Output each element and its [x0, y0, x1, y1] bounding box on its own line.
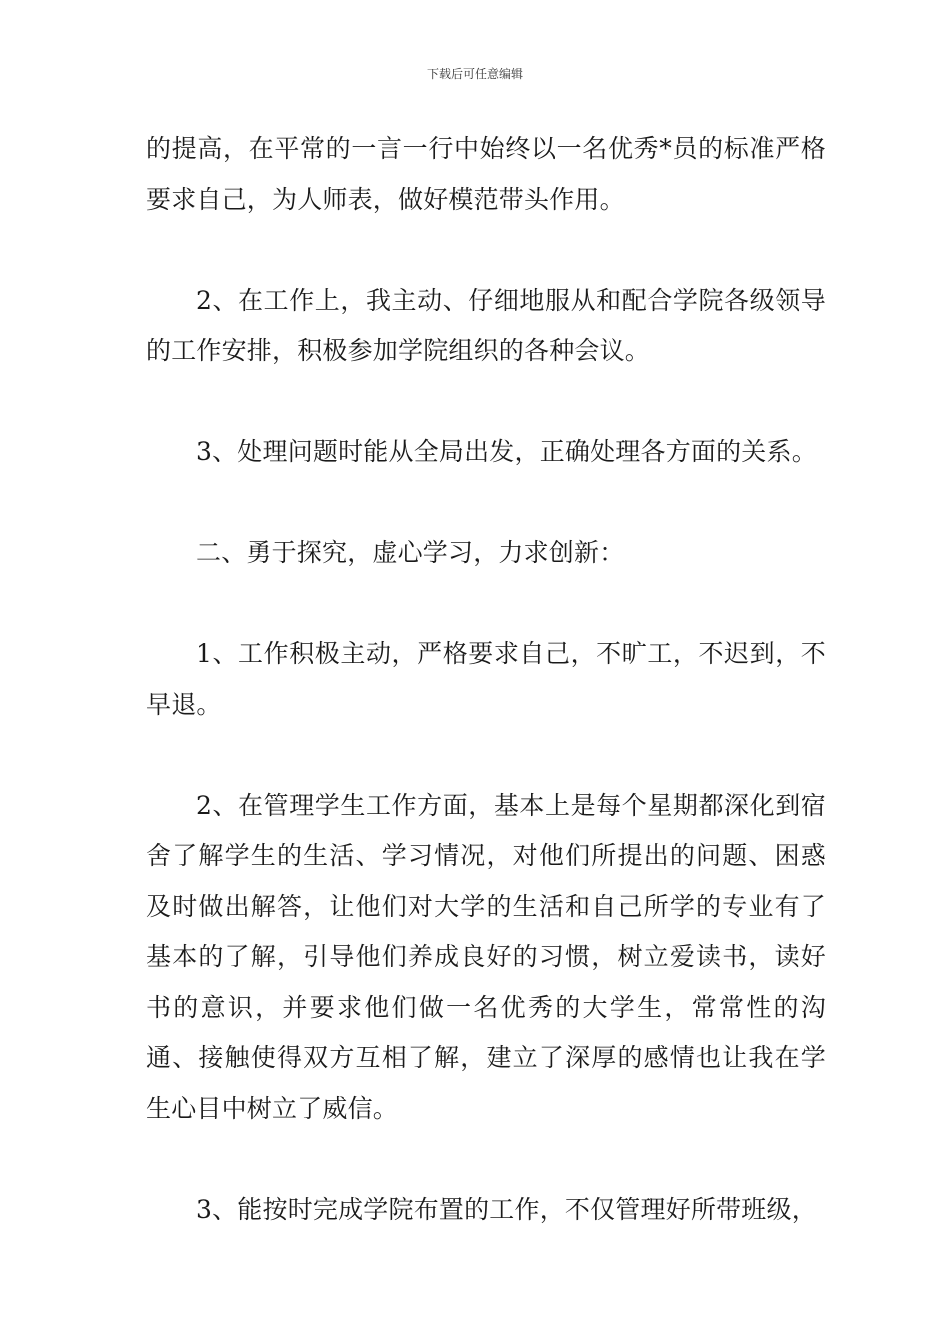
- paragraph-7: 3、能按时完成学院布置的工作，不仅管理好所带班级，: [196, 1194, 817, 1224]
- paragraph-5: 1、工作积极主动，严格要求自己，不旷工，不迟到，不早退。: [146, 639, 826, 719]
- section-heading: 二、勇于探究，虚心学习，力求创新：: [196, 538, 625, 567]
- paragraph-1: 的提高，在平常的一言一行中始终以一名优秀*员的标准严格要求自己，为人师表，做好模范带头作用。: [146, 134, 826, 214]
- paragraph-6: 2、在管理学生工作方面，基本上是每个星期都深化到宿舍了解学生的生活、学习情况，对他们所提出的问题、困惑及时做出解答，让他们对大学的生活和自己所学的专业有了基本的了解，引导他们养成良好的习惯，树立爱读书，读好书的意识，并要求他们做一名优秀的大学生，常常性的沟通、接触使得双方互相了解，建立了深厚的感情也让我在学生心目中树立了威信。: [146, 790, 826, 1123]
- paragraph-3: 3、处理问题时能从全局出发，正确处理各方面的关系。: [196, 437, 817, 466]
- page-header-note: 下载后可任意编辑: [426, 67, 523, 81]
- document-body: [146, 124, 826, 1286]
- paragraph-2: 2、在工作上，我主动、仔细地服从和配合学院各级领导的工作安排，积极参加学院组织的各种会议。: [146, 285, 826, 365]
